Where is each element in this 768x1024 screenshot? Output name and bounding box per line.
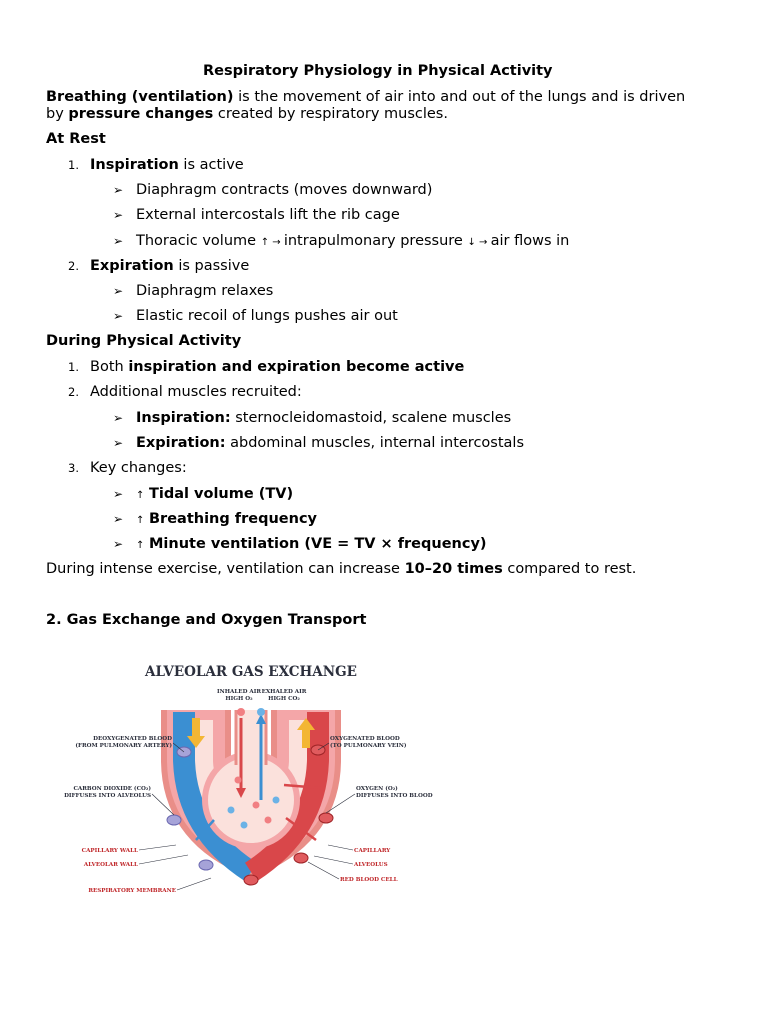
list-item: Both inspiration and expiration become active — [90, 359, 465, 375]
list-number: 3. — [68, 461, 79, 475]
list-item: ↑ Minute ventilation (VE = TV × frequency) — [136, 536, 487, 552]
list-item-expiration: 2. — [68, 259, 79, 273]
label-red-blood-cell: RED BLOOD CELL — [340, 877, 398, 883]
up-arrow-icon: ↑ — [136, 515, 145, 526]
co2-molecule — [228, 807, 235, 814]
red-blood-cell — [199, 860, 213, 870]
alveolar-gas-exchange-figure — [46, 640, 456, 902]
oxygen-molecule — [253, 802, 260, 809]
co2-molecule — [257, 708, 265, 716]
co2-molecule — [241, 822, 248, 829]
down-arrow-icon: ↓ — [467, 237, 476, 248]
list-item: ↑ Tidal volume (TV) — [136, 486, 294, 502]
list-item: Elastic recoil of lungs pushes air out — [136, 308, 398, 324]
up-arrow-icon: ↑ — [136, 540, 145, 551]
section-heading-gas-exchange: 2. Gas Exchange and Oxygen Transport — [46, 612, 367, 628]
list-number: 2. — [68, 385, 79, 399]
bullet-icon: ➢ — [113, 411, 124, 425]
co2-molecule — [273, 797, 280, 804]
label-respiratory-membrane: RESPIRATORY MEMBRANE — [88, 888, 176, 894]
right-arrow-icon: → — [269, 237, 284, 248]
label-exhaled-air: EXHALED AIR — [261, 689, 307, 695]
list-number: 1. — [68, 360, 79, 374]
label-pulmonary-vein: (TO PULMONARY VEIN) — [330, 743, 407, 749]
label-co2-diffuses: DIFFUSES INTO ALVEOLUS — [64, 793, 151, 799]
red-blood-cell — [167, 815, 181, 825]
bullet-icon: ➢ — [113, 208, 124, 222]
bullet-icon: ➢ — [113, 537, 124, 551]
label-oxygenated-blood: OXYGENATED BLOOD — [330, 736, 400, 742]
blood-flow-out-arrow — [302, 728, 310, 748]
list-item: Inspiration: sternocleidomastoid, scalene muscles — [136, 410, 512, 426]
list-item: Diaphragm relaxes — [136, 283, 274, 299]
label-alveolar-wall: ALVEOLAR WALL — [83, 862, 138, 868]
inspiration-text: Inspiration is active — [90, 157, 244, 173]
label-inhaled-air: INHALED AIR — [217, 689, 261, 695]
list-item: Key changes: — [90, 460, 187, 476]
label-co2: CARBON DIOXIDE (CO₂) — [73, 786, 151, 792]
oxygen-molecule — [235, 777, 242, 784]
label-alveolus: ALVEOLUS — [354, 862, 388, 868]
figure-title: ALVEOLAR GAS EXCHANGE — [145, 664, 357, 680]
bullet-icon: ➢ — [113, 512, 124, 526]
label-pulmonary-artery: (FROM PULMONARY ARTERY) — [75, 743, 172, 749]
document-title: Respiratory Physiology in Physical Activity — [203, 63, 553, 79]
bullet-icon: ➢ — [113, 284, 124, 298]
oxygen-molecule — [237, 708, 245, 716]
up-arrow-icon: ↑ — [136, 490, 145, 501]
list-item: Expiration: abdominal muscles, internal intercostals — [136, 435, 524, 451]
expiration-text: Expiration is passive — [90, 258, 250, 274]
label-capillary: CAPILLARY — [354, 848, 391, 854]
label-inhaled-o2: HIGH O₂ — [225, 696, 253, 702]
blood-flow-in-arrow — [192, 718, 200, 738]
label-capillary-wall: CAPILLARY WALL — [81, 848, 138, 854]
list-item: External intercostals lift the rib cage — [136, 207, 400, 223]
red-blood-cell — [244, 875, 258, 885]
bullet-icon: ➢ — [113, 234, 124, 248]
label-exhaled-co2: HIGH CO₂ — [268, 696, 300, 702]
bullet-icon: ➢ — [113, 183, 124, 197]
heading-at-rest: At Rest — [46, 131, 106, 147]
list-item: ↑ Breathing frequency — [136, 511, 317, 527]
summary-paragraph: During intense exercise, ventilation can increase 10–20 times compared to rest. — [46, 561, 637, 577]
label-o2: OXYGEN (O₂) — [356, 786, 398, 792]
label-o2-diffuses: DIFFUSES INTO BLOOD — [356, 793, 433, 799]
list-item: Diaphragm contracts (moves downward) — [136, 182, 433, 198]
list-item: Additional muscles recruited: — [90, 384, 302, 400]
label-deoxygenated-blood: DEOXYGENATED BLOOD — [93, 736, 172, 742]
heading-physical-activity: During Physical Activity — [46, 333, 242, 349]
oxygen-molecule — [265, 817, 272, 824]
intro-line-1: Breathing (ventilation) is the movement of air into and out of the lungs and is driven — [46, 89, 686, 105]
right-arrow-icon: → — [475, 237, 491, 248]
intro-term: Breathing (ventilation) — [46, 89, 234, 105]
up-arrow-icon: ↑ — [260, 237, 270, 248]
list-item-pressure-flow: Thoracic volume ↑ → intrapulmonary pressure ↓ → air flows in — [136, 233, 570, 249]
bullet-icon: ➢ — [113, 309, 124, 323]
bullet-icon: ➢ — [113, 487, 124, 501]
red-blood-cell — [319, 813, 333, 823]
red-blood-cell — [294, 853, 308, 863]
list-item-inspiration: 1. — [68, 158, 79, 172]
bullet-icon: ➢ — [113, 436, 124, 450]
intro-line-2: by pressure changes created by respiratory muscles. — [46, 106, 448, 122]
